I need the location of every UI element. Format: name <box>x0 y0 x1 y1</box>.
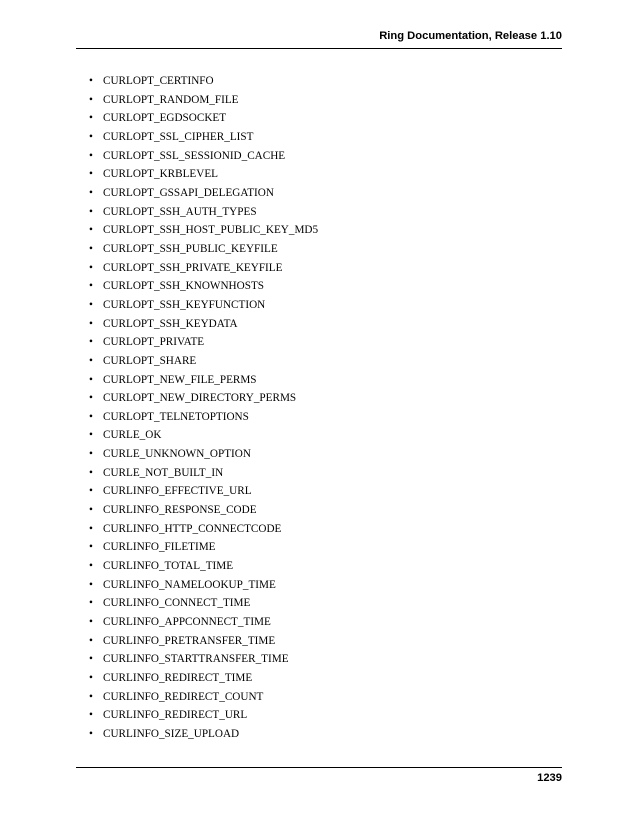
list-item <box>76 669 318 688</box>
list-item <box>76 296 318 315</box>
list-item-text: CURLOPT_EGDSOCKET <box>103 112 227 125</box>
bullet-icon: • <box>89 317 93 330</box>
bullet-icon: • <box>89 504 93 517</box>
list-item-text: CURLOPT_NEW_FILE_PERMS <box>103 373 257 386</box>
bullet-icon: • <box>89 541 93 554</box>
list-item-text: CURLOPT_SSH_AUTH_TYPES <box>103 205 257 218</box>
bullet-icon: • <box>89 616 93 629</box>
bullet-icon: • <box>89 410 93 423</box>
list-item <box>76 352 318 371</box>
bullet-icon: • <box>89 205 93 218</box>
list-item <box>76 725 318 744</box>
list-item <box>76 184 318 203</box>
list-item <box>76 203 318 222</box>
bullet-icon: • <box>89 336 93 349</box>
list-item-text: CURLOPT_SSH_KEYFUNCTION <box>103 298 266 311</box>
list-item <box>76 109 318 128</box>
list-item <box>76 147 318 166</box>
list-item-text: CURLINFO_STARTTRANSFER_TIME <box>103 653 289 666</box>
list-item-text: CURLINFO_APPCONNECT_TIME <box>103 616 271 629</box>
list-item-text: CURLOPT_SSL_SESSIONID_CACHE <box>103 149 286 162</box>
list-item-text: CURLOPT_PRIVATE <box>103 336 205 349</box>
list-item <box>76 72 318 91</box>
list-item <box>76 613 318 632</box>
bullet-icon: • <box>89 130 93 143</box>
bullet-icon: • <box>89 690 93 703</box>
bullet-icon: • <box>89 224 93 237</box>
list-item <box>76 632 318 651</box>
list-item-text: CURLE_NOT_BUILT_IN <box>103 466 224 479</box>
list-item <box>76 445 318 464</box>
bullet-icon: • <box>89 75 93 87</box>
bullet-icon: • <box>89 280 93 293</box>
bullet-icon: • <box>89 522 93 535</box>
list-item-text: CURLOPT_SSH_KEYDATA <box>103 317 238 330</box>
bullet-icon: • <box>89 672 93 684</box>
list-item <box>76 538 318 557</box>
list-item-text: CURLINFO_REDIRECT_URL <box>103 709 248 722</box>
list-item-text: CURLOPT_GSSAPI_DELEGATION <box>103 186 274 199</box>
bullet-icon: • <box>89 112 93 125</box>
list-item-text: CURLE_OK <box>103 429 162 442</box>
running-header: Ring Documentation, Release 1.10 <box>379 30 562 42</box>
list-item-text: CURLOPT_CERTINFO <box>103 75 214 87</box>
list-item <box>76 520 318 539</box>
bullet-icon: • <box>89 168 93 181</box>
list-item <box>76 371 318 390</box>
list-item <box>76 259 318 278</box>
list-item-text: CURLOPT_SHARE <box>103 354 197 367</box>
list-item-text: CURLOPT_RANDOM_FILE <box>103 93 239 106</box>
list-item <box>76 576 318 595</box>
list-item <box>76 706 318 725</box>
list-item <box>76 165 318 184</box>
list-item-text: CURLINFO_CONNECT_TIME <box>103 597 251 610</box>
list-item <box>76 426 318 445</box>
list-item-text: CURLINFO_FILETIME <box>103 541 216 554</box>
bullet-icon: • <box>89 93 93 106</box>
list-item-text: CURLOPT_SSH_HOST_PUBLIC_KEY_MD5 <box>103 224 319 237</box>
list-item-text: CURLINFO_SIZE_UPLOAD <box>103 727 240 740</box>
list-item <box>76 315 318 334</box>
list-item-text: CURLE_UNKNOWN_OPTION <box>103 448 251 461</box>
list-item-text: CURLOPT_SSH_PUBLIC_KEYFILE <box>103 242 278 255</box>
list-item-text: CURLINFO_NAMELOOKUP_TIME <box>103 578 276 591</box>
list-item-text: CURLINFO_REDIRECT_COUNT <box>103 690 264 703</box>
bullet-icon: • <box>89 653 93 666</box>
footer-divider <box>76 767 562 768</box>
constants-bullet-list <box>76 72 318 744</box>
list-item <box>76 389 318 408</box>
bullet-icon: • <box>89 186 93 199</box>
list-item <box>76 557 318 576</box>
list-item <box>76 333 318 352</box>
list-item <box>76 482 318 501</box>
list-item-text: CURLINFO_RESPONSE_CODE <box>103 504 257 517</box>
list-item <box>76 277 318 296</box>
header-divider <box>76 48 562 49</box>
list-item-text: CURLOPT_SSH_PRIVATE_KEYFILE <box>103 261 283 274</box>
page-number: 1239 <box>537 772 562 784</box>
list-item-text: CURLINFO_EFFECTIVE_URL <box>103 485 252 498</box>
bullet-icon: • <box>89 392 93 405</box>
bullet-icon: • <box>89 709 93 722</box>
bullet-icon: • <box>89 298 93 311</box>
bullet-icon: • <box>89 429 93 442</box>
bullet-icon: • <box>89 560 93 573</box>
list-item <box>76 650 318 669</box>
list-item-text: CURLINFO_TOTAL_TIME <box>103 560 234 573</box>
list-item <box>76 128 318 147</box>
list-item-text: CURLOPT_SSL_CIPHER_LIST <box>103 130 254 143</box>
list-item-text: CURLOPT_SSH_KNOWNHOSTS <box>103 280 264 293</box>
list-item <box>76 501 318 520</box>
bullet-icon: • <box>89 261 93 274</box>
bullet-icon: • <box>89 634 93 647</box>
bullet-icon: • <box>89 149 93 162</box>
bullet-icon: • <box>89 597 93 610</box>
list-item-text: CURLINFO_HTTP_CONNECTCODE <box>103 522 282 535</box>
list-item-text: CURLOPT_NEW_DIRECTORY_PERMS <box>103 392 297 405</box>
list-item <box>76 464 318 483</box>
bullet-icon: • <box>89 578 93 591</box>
list-item-text: CURLINFO_PRETRANSFER_TIME <box>103 634 276 647</box>
bullet-icon: • <box>89 242 93 255</box>
list-item <box>76 91 318 110</box>
list-item <box>76 688 318 707</box>
list-item <box>76 221 318 240</box>
list-item <box>76 408 318 427</box>
bullet-icon: • <box>89 448 93 461</box>
bullet-icon: • <box>89 354 93 367</box>
bullet-icon: • <box>89 373 93 386</box>
bullet-icon: • <box>89 466 93 479</box>
list-item-text: CURLOPT_TELNETOPTIONS <box>103 410 249 423</box>
bullet-icon: • <box>89 485 93 498</box>
list-item-text: CURLOPT_KRBLEVEL <box>103 168 218 181</box>
bullet-icon: • <box>89 727 93 740</box>
list-item-text: CURLINFO_REDIRECT_TIME <box>103 672 253 684</box>
list-item <box>76 594 318 613</box>
list-item <box>76 240 318 259</box>
